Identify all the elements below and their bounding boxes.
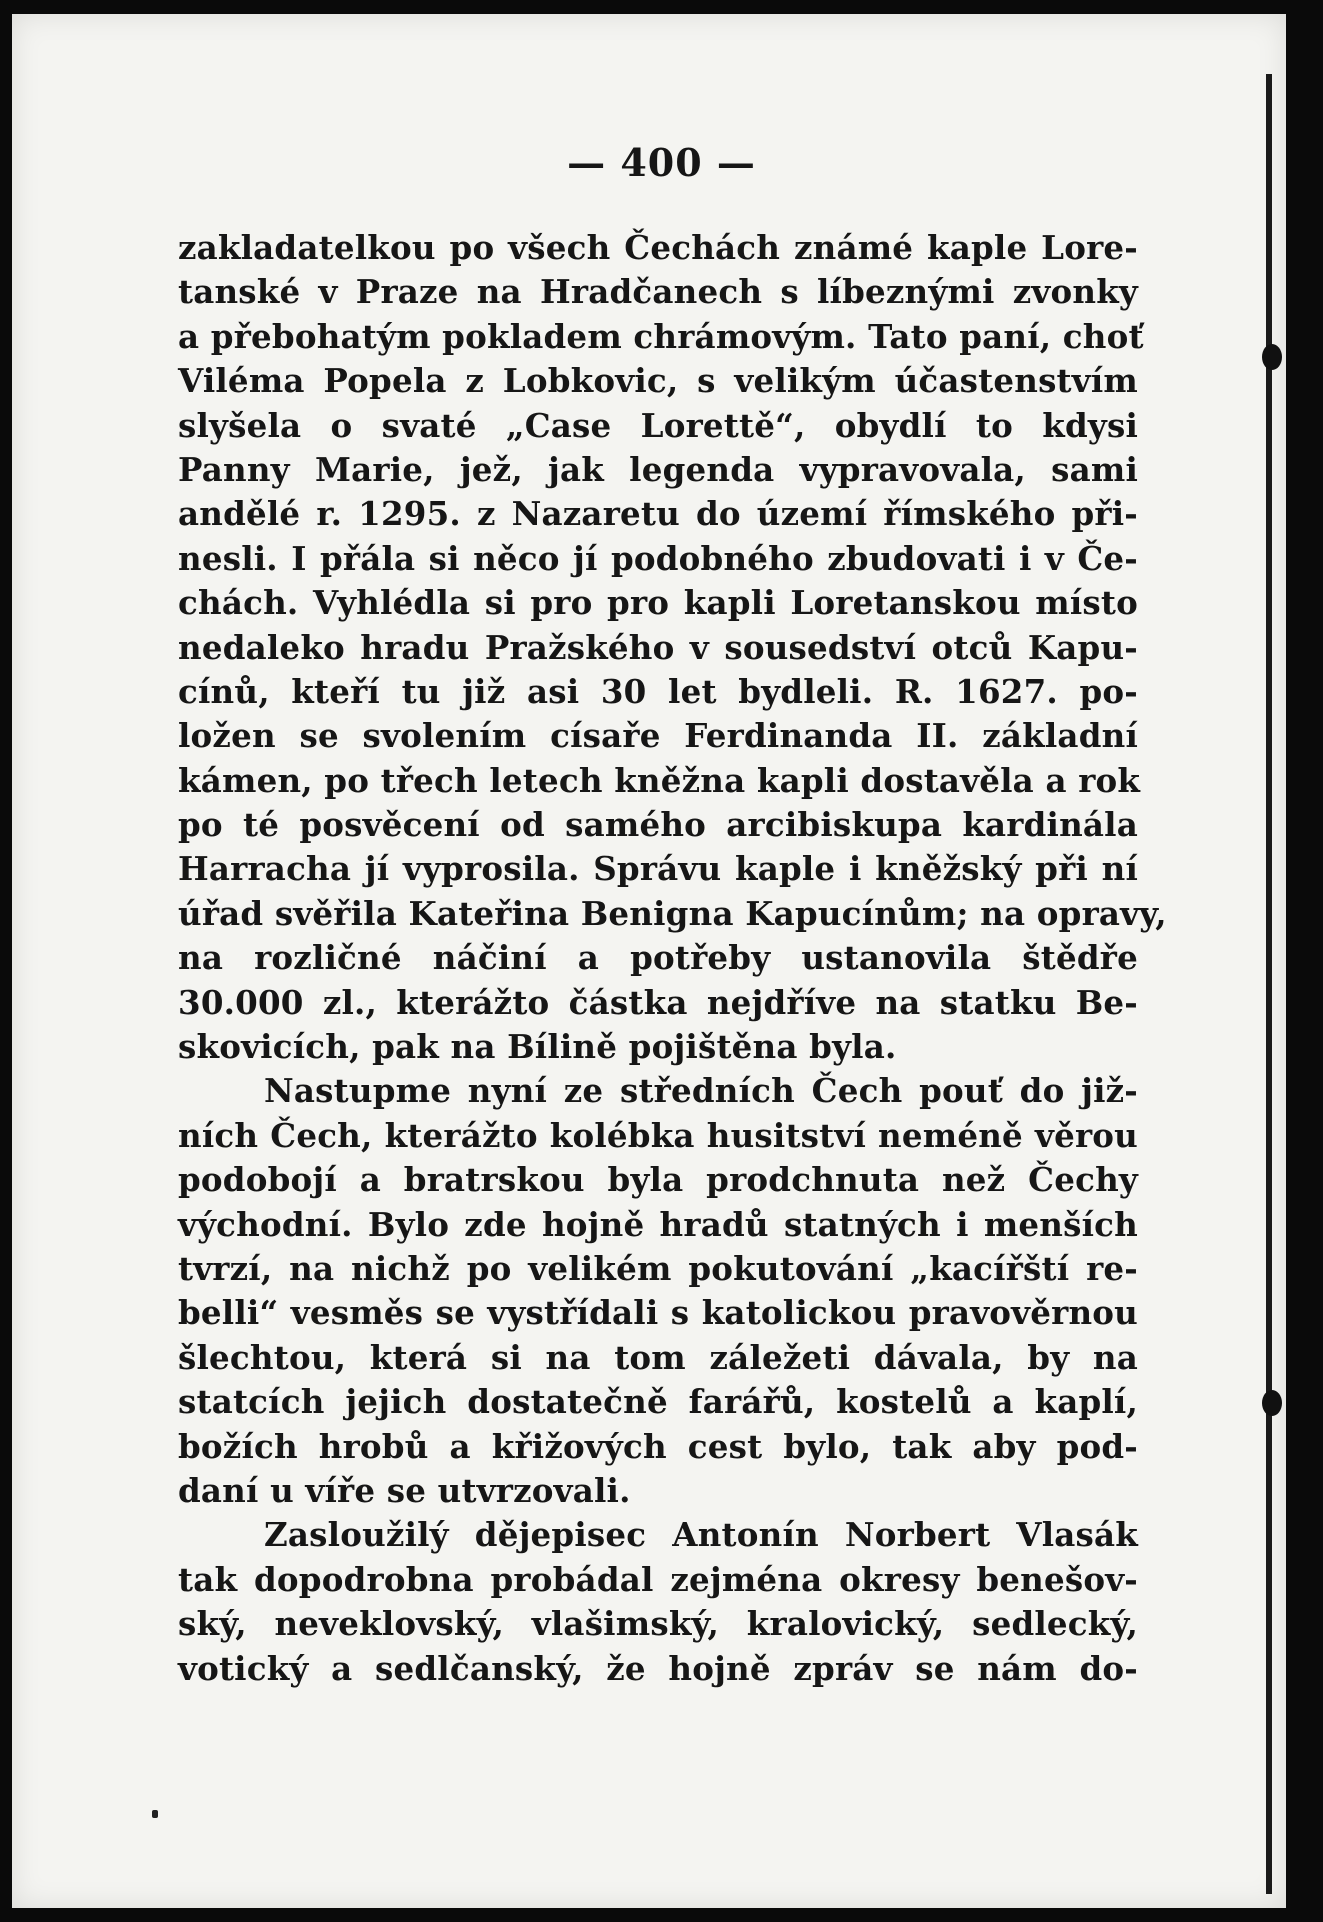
text-line: nesli. I přála si něco jí podobného zbudovati i v Če- (178, 538, 1138, 578)
text-line: zakladatelkou po všech Čechách známé kaple Lore- (178, 228, 1138, 267)
text-line: úřad svěřila Kateřina Benigna Kapucínům; na opravy, (178, 893, 1167, 933)
text-line: cínů, kteří tu již asi 30 let bydleli. R. 1627. po- (178, 671, 1138, 711)
text-line: Zasloužilý dějepisec Antonín Norbert Vlasák (264, 1515, 1138, 1555)
text-line: a přebohatým pokladem chrámovým. Tato paní, choť (178, 316, 1144, 356)
text-line: Panny Marie, jež, jak legenda vypravovala, sami (178, 449, 1138, 489)
binding-mark (1262, 344, 1282, 370)
text-line: na rozličné náčiní a potřeby ustanovila štědře (178, 938, 1138, 978)
text-line: Nastupme nyní ze středních Čech pouť do již- (264, 1071, 1138, 1111)
text-line: andělé r. 1295. z Nazaretu do území římského při- (178, 494, 1138, 534)
text-line: chách. Vyhlédla si pro pro kapli Loretanskou místo (178, 583, 1138, 623)
text-line: ský, neveklovský, vlašimský, kralovický, sedlecký, (178, 1604, 1138, 1644)
text-line: tvrzí, na nichž po velikém pokutování „kacířští re- (178, 1248, 1138, 1288)
text-line: po té posvěcení od samého arcibiskupa kardinála (178, 805, 1138, 845)
text-line: statcích jejich dostatečně farářů, kostelů a kaplí, (178, 1382, 1138, 1422)
text-line: kámen, po třech letech kněžna kapli dostavěla a rok (178, 760, 1141, 800)
text-line: ních Čech, kterážto kolébka husitství neméně věrou (178, 1115, 1138, 1155)
body-text (178, 226, 1167, 1691)
binding-mark (1262, 1390, 1282, 1416)
page-number: — 400 — (567, 140, 756, 185)
text-line: belli“ vesměs se vystřídali s katolickou pravověrnou (178, 1293, 1138, 1333)
text-line: ložen se svolením císaře Ferdinanda II. základní (178, 716, 1138, 756)
text-line: podobojí a bratrskou byla prodchnuta než Čechy (178, 1160, 1138, 1200)
text-line: šlechtou, která si na tom záležeti dávala, by na (178, 1337, 1138, 1377)
text-line: slyšela o svaté „Case Lorettě“, obydlí to kdysi (178, 405, 1138, 445)
text-line: nedaleko hradu Pražského v sousedství otců Kapu- (178, 627, 1138, 667)
text-line: daní u víře se utvrzovali. (178, 1470, 631, 1510)
text-line: Harracha jí vyprosila. Správu kaple i kněžský při ní (178, 849, 1138, 889)
ink-speck (152, 1810, 158, 1818)
text-line: východní. Bylo zde hojně hradů statných i menších (178, 1204, 1138, 1244)
text-line: tak dopodrobna probádal zejména okresy benešov- (178, 1559, 1138, 1599)
text-line: tanské v Praze na Hradčanech s líbeznými zvonky (178, 272, 1138, 312)
text-line: božích hrobů a křižových cest bylo, tak aby pod- (178, 1426, 1138, 1466)
text-line: skovicích, pak na Bílině pojištěna byla. (178, 1027, 897, 1067)
text-line: 30.000 zl., kterážto částka nejdříve na statku Be- (178, 982, 1138, 1022)
text-line: votický a sedlčanský, že hojně zpráv se nám do- (178, 1648, 1138, 1688)
text-line: Viléma Popela z Lobkovic, s velikým účastenstvím (178, 361, 1138, 401)
